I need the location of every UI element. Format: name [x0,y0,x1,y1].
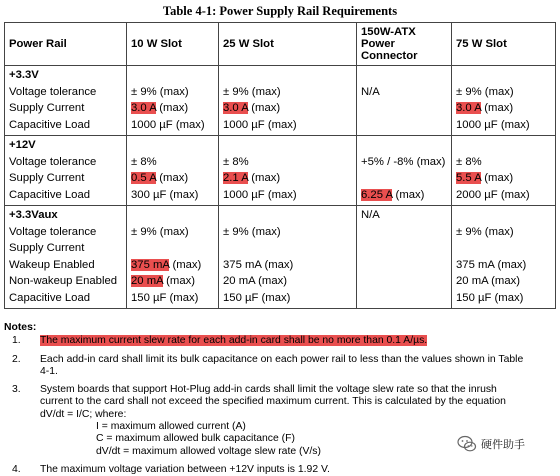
row-label: Capacitive Load [9,188,91,201]
value: ± 8% [223,155,249,168]
rail-name: +12V [9,139,36,151]
value: 375 mA (max) [223,258,294,271]
wechat-icon [457,434,477,454]
slot-75w-cell [452,136,556,206]
notes-section [4,322,524,476]
rail-label-cell [5,66,127,136]
value: ± 9% (max) [456,225,514,238]
note-number: 4. [12,463,21,475]
note-text: Each add-in card shall limit its bulk capacitance on each power rail to less than the values shown in Table 4-1. [40,353,524,377]
note-number: 1. [12,335,21,347]
value: 0.5 A (max) [131,172,189,184]
value: 2.1 A (max) [223,172,281,184]
atx-cell [357,136,452,206]
row-label: Voltage tolerance [9,155,97,168]
value: ± 8% [456,155,482,168]
power-rail-table [4,22,556,309]
value [131,240,215,257]
note-item [4,384,524,458]
value: 1000 µF (max) [131,118,205,131]
note-text: System boards that support Hot-Plug add-in cards shall limit the voltage slew rate so that the inrush current to the card shall not exceed the specified maximum current. This is calculated by the equation dV/dt = I/C; where: [40,384,506,420]
note-text: The maximum voltage variation between +12V inputs is 1.92 V. [40,463,330,475]
value: 300 µF (max) [131,188,199,201]
value: N/A [361,85,380,98]
note-item [4,335,524,347]
value: ± 9% (max) [223,85,281,98]
slot-25w-cell [219,206,357,309]
rail-label-cell [5,206,127,309]
value: 20 mA (max) [223,275,288,287]
atx-cell [357,206,452,309]
slot-10w-cell [127,206,219,309]
watermark [457,434,557,454]
highlighted-value: 3.0 A [223,102,249,114]
note-item [4,354,524,379]
highlighted-value: 20 mA [131,275,164,287]
value: 150 µF (max) [456,291,524,304]
value [361,170,448,187]
row-label: Supply Current [9,242,85,254]
note-item [4,464,524,476]
highlighted-value: 2.1 A [223,172,249,184]
rail-name: +3.3Vaux [9,209,58,221]
row-label: Wakeup Enabled [9,258,95,271]
header-75w-slot: 75 W Slot [452,23,556,66]
value: ± 9% (max) [131,225,189,238]
value: 20 mA (max) [131,275,196,287]
value: 1000 µF (max) [223,188,297,201]
value: ± 9% (max) [456,85,514,98]
highlighted-value: 5.5 A [456,172,482,184]
value: ± 8% [131,155,157,168]
highlighted-value: 0.5 A [131,172,157,184]
header-power-rail: Power Rail [5,23,127,66]
value: 5.5 A (max) [456,172,514,184]
highlighted-value: 3.0 A [456,102,482,114]
row-label: Voltage tolerance [9,85,97,98]
header-25w-slot: 25 W Slot [219,23,357,66]
highlighted-value: 6.25 A [361,188,393,201]
header-10w-slot: 10 W Slot [127,23,219,66]
value: 375 mA (max) [456,258,527,271]
highlighted-value: 375 mA [131,258,170,271]
value: 3.0 A (max) [456,102,514,114]
value: N/A [361,209,380,221]
slot-10w-cell [127,66,219,136]
row-label: Voltage tolerance [9,225,97,238]
slot-25w-cell [219,66,357,136]
rail-label-cell [5,136,127,206]
header-150w-atx: 150W-ATX Power Connector [357,23,452,66]
atx-cell [357,66,452,136]
value: 6.25 A (max) [361,188,425,201]
value: 20 mA (max) [456,275,521,287]
rail-group-12v [5,136,556,206]
value: 150 µF (max) [223,291,291,304]
equation-variable: I = maximum allowed current (A) [96,421,246,433]
row-label: Supply Current [9,102,85,114]
rail-group-3v3 [5,66,556,136]
header-row [5,23,556,66]
value: 3.0 A (max) [223,102,281,114]
watermark-text: 硬件助手 [481,439,525,451]
rail-name: +3.3V [9,69,39,81]
table-title: Table 4-1: Power Supply Rail Requirements [162,4,398,18]
row-label: Non-wakeup Enabled [9,275,118,287]
value: 1000 µF (max) [223,118,297,131]
slot-75w-cell [452,66,556,136]
value: 3.0 A (max) [131,102,189,114]
slot-75w-cell [452,206,556,309]
value: 1000 µF (max) [456,118,530,131]
equation-variable: C = maximum allowed bulk capacitance (F) [96,433,295,445]
value: ± 9% (max) [131,85,189,98]
row-label: Capacitive Load [9,118,91,131]
value: +5% / -8% (max) [361,155,446,168]
equation-variable: dV/dt = maximum allowed voltage slew rate (V/s) [96,445,321,457]
value: 150 µF (max) [131,291,199,304]
row-label: Capacitive Load [9,291,91,304]
row-label: Supply Current [9,172,85,184]
rail-group-3v3aux [5,206,556,309]
value [456,240,552,257]
notes-heading: Notes: [4,322,37,333]
note-number: 3. [12,384,21,396]
highlighted-value: 3.0 A [131,102,157,114]
note-text-highlighted: The maximum current slew rate for each add-in card shall be no more than 0.1 A/µs. [40,335,428,347]
value: ± 9% (max) [223,225,281,238]
value [223,240,353,257]
slot-25w-cell [219,136,357,206]
value: 2000 µF (max) [456,188,530,201]
note-number: 2. [12,353,21,365]
slot-10w-cell [127,136,219,206]
value: 375 mA (max) [131,258,202,271]
